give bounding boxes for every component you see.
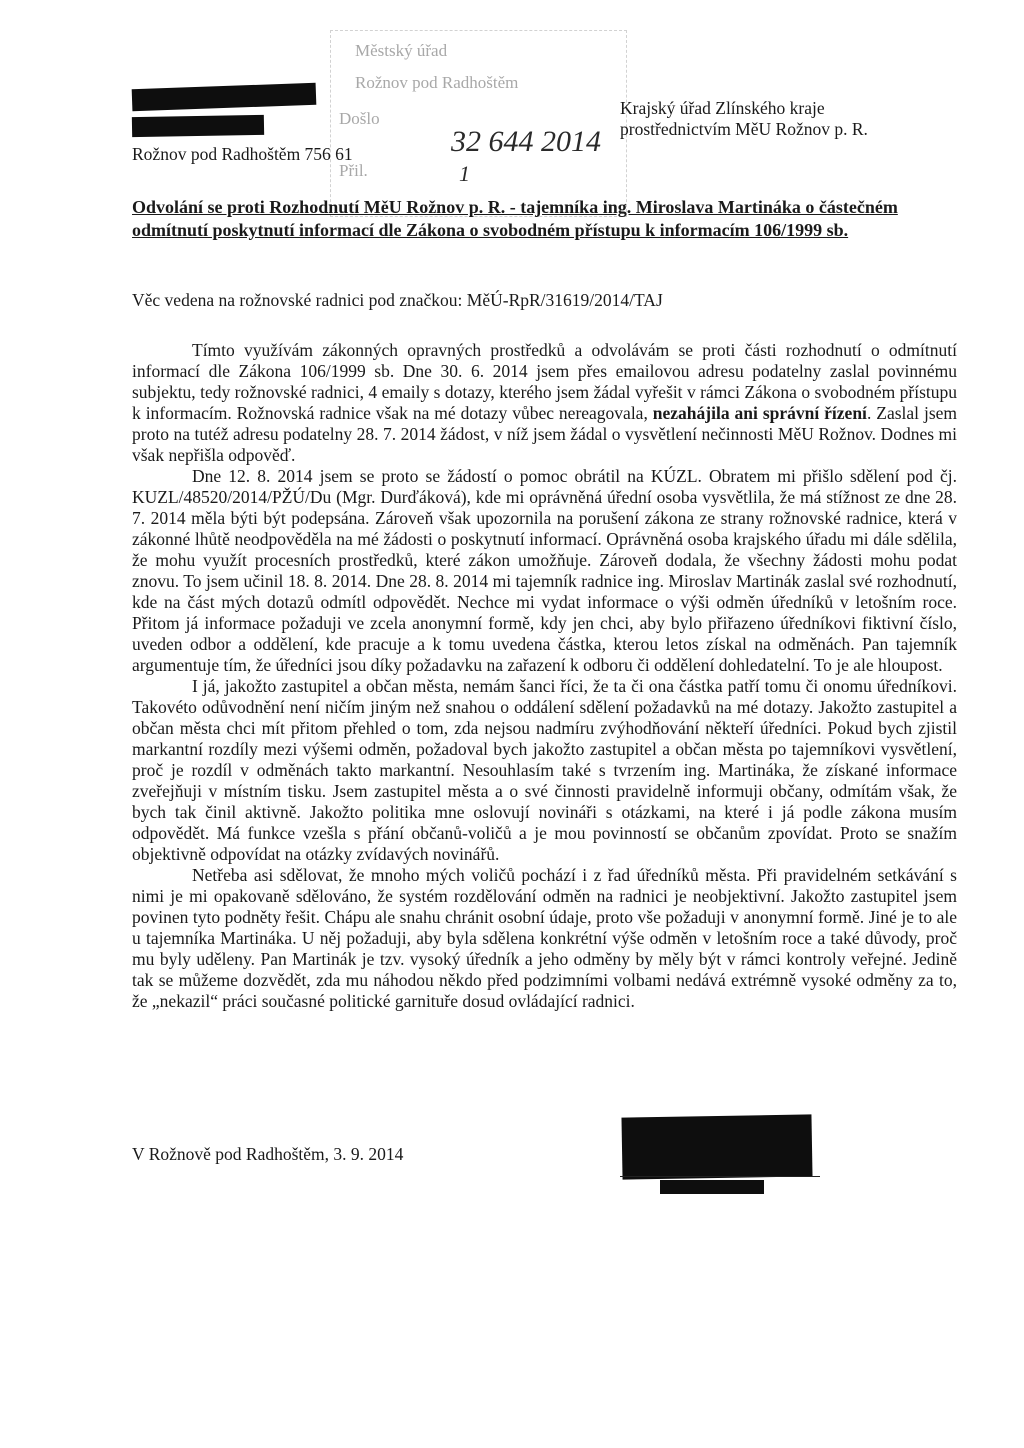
redacted-name (132, 83, 317, 111)
case-reference: Věc vedena na rožnovské radnici pod značkou: MěÚ-RpR/31619/2014/TAJ (132, 290, 663, 310)
registry-stamp (330, 30, 627, 217)
recipient-line-1: Krajský úřad Zlínského kraje (620, 98, 825, 118)
stamp-received: Došlo (339, 109, 380, 128)
redacted-signer-name (660, 1180, 764, 1194)
signature-line (620, 1176, 820, 1177)
recipient-line-2: prostřednictvím MěU Rožnov p. R. (620, 119, 868, 139)
stamp-city: Rožnov pod Radhoštěm (355, 73, 519, 92)
stamp-office: Městský úřad (355, 41, 448, 60)
paragraph-1-bold: nezahájila ani správní řízení (652, 403, 867, 423)
paragraph-1-part-c: . Zaslal jsem proto na tutéž adresu podatelny 28. 7. 2014 žádost, v níž jsem žádal o vysvětlení nečinnosti MěU Rožnov. Dodnes mi však nepřišla odpověď. (132, 403, 958, 465)
paragraph-1-part-a: Tímto využívám zákonných opravných prostředků a odvolávám se proti části rozhodnutí o odmítnutí informací dle Zákona 106/1999 sb. Dne 30. 6. 2014 jsem přes emailovou adresu podatelny zaslal povinnému subjektu, tedy rožnovské radnici, 4 emaily s dotazy, kterého jsem žádal vyřešit v rámci Zákona o svobodném přístupu k informacím. Rožnovská radnice však na mé dotazy vůbec nereagovala, (132, 340, 957, 423)
stamp-attachments: Přil. (339, 161, 368, 180)
paragraph-2: Dne 12. 8. 2014 jsem se proto se žádostí o pomoc obrátil na KÚZL. Obratem mi přišlo sdělení pod čj. KUZL/48520/2014/PŽÚ/Du (Mgr. Durďáková), kde mi oprávněná úřední osoba vysvětlila, že má stížnost ze dne 28. 7. 2014 měla býti být podepsána. Zároveň však upozornila na porušení zákona ze strany rožnovské radnice, která v zákonné lhůtě neodpověděla na mé žádosti o poskytnutí informací. Oprávněná osoba krajského úřadu mi dále sdělila, že mohu využít procesních prostředků, které zákon umožňuje. Zároveň dodala, že všechny žádosti mohu podat znovu. To jsem učinil 18. 8. 2014. Dne 28. 8. 2014 mi tajemník radnice ing. Miroslav Martinák zaslal své rozhodnutí, kde na část mých dotazů odmítl odpovědět. Nechce mi vydat informace o výši odměn úředníků v letošním roce. Přitom já informace požaduji ve zcela anonymní formě, kdy jen chci, aby bylo přiřazeno úředníkovi fiktivní číslo, uveden odbor a oddělení, kde pracuje a k tomu uvedena částka, kterou letos získal na odměnách. Pan tajemník argumentuje tím, že úředníci jsou díky požadavku na zařazení k odboru či oddělení dohledatelní. To je ale hloupost. (132, 466, 957, 675)
place-date: V Rožnově pod Radhoštěm, 3. 9. 2014 (132, 1144, 404, 1164)
letter-body (132, 340, 957, 1012)
letter-subject: Odvolání se proti Rozhodnutí MěU Rožnov p. R. - tajemníka ing. Miroslava Martináka o částečném odmítnutí poskytnutí informací dle Zákona o svobodném přístupu k informacím 106/1999 sb. (132, 197, 898, 240)
paragraph-1 (132, 340, 957, 466)
stamp-handwritten-count: 1 (459, 161, 470, 186)
stamp-handwritten-number: 32 644 2014 (451, 125, 601, 158)
redacted-signature (621, 1114, 812, 1179)
redacted-address (132, 115, 264, 137)
recipient-address (620, 98, 868, 140)
paragraph-4: Netřeba asi sdělovat, že mnoho mých voličů pochází i z řad úředníků města. Při pravidelném setkávání s nimi je mi opakovaně sdělováno, že systém rozdělování odměn na radnici je neobjektivní. Jakožto zastupitel jsem povinen tyto podněty řešit. Chápu ale snahu chránit osobní údaje, proto vše požaduji v anonymní formě. Jiné je to ale u tajemníka Martináka. U něj požaduji, aby byla sdělena konkrétní výše odměn v letošním roce a také důvody, proč mu byly uděleny. Pan Martinák je tzv. vysoký úředník a jeho odměny by měly být v rámci kontroly veřejné. Jedině tak se můžeme dozvědět, zda mu náhodou někdo před podzimními volbami nedává extrémně vysoké odměny za to, že „nekazil“ práci současné politické garnituře dosud ovládající radnici. (132, 865, 957, 1011)
paragraph-3: I já, jakožto zastupitel a občan města, nemám šanci říci, že ta či ona částka patří tomu či onomu úředníkovi. Takovéto odůvodnění není ničím jiným než snahou o oddálení sdělení požadavků na mé dotazy. Jakožto zastupitel a občan města chci mít přitom přehled o tom, zda nejsou nadmíru zvýhodňování někteří úředníci. Pokud bych zjistil markantní rozdíly mezi výšemi odměn, požadoval bych jakožto zastupitel a občan města po tajemníkovi vysvětlení, proč je rozdíl v odměnách takto markantní. Nesouhlasím také s tvrzením ing. Martináka, že získané informace zveřejňuji v místním tisku. Jsem zastupitel města a o své činnosti pravidelně informuji občany, odmítám však, že bych tak činil aktivně. Jakožto politika mne oslovují novináři s otázkami, na které i já podle zákona musím odpovědět. Má funkce vzešla s přání občanů-voličů a je mou povinností se občanům zpovídat. Proto se snažím objektivně odpovídat na otázky zvídavých novinářů. (132, 676, 957, 864)
sender-city: Rožnov pod Radhoštěm 756 61 (132, 144, 353, 164)
